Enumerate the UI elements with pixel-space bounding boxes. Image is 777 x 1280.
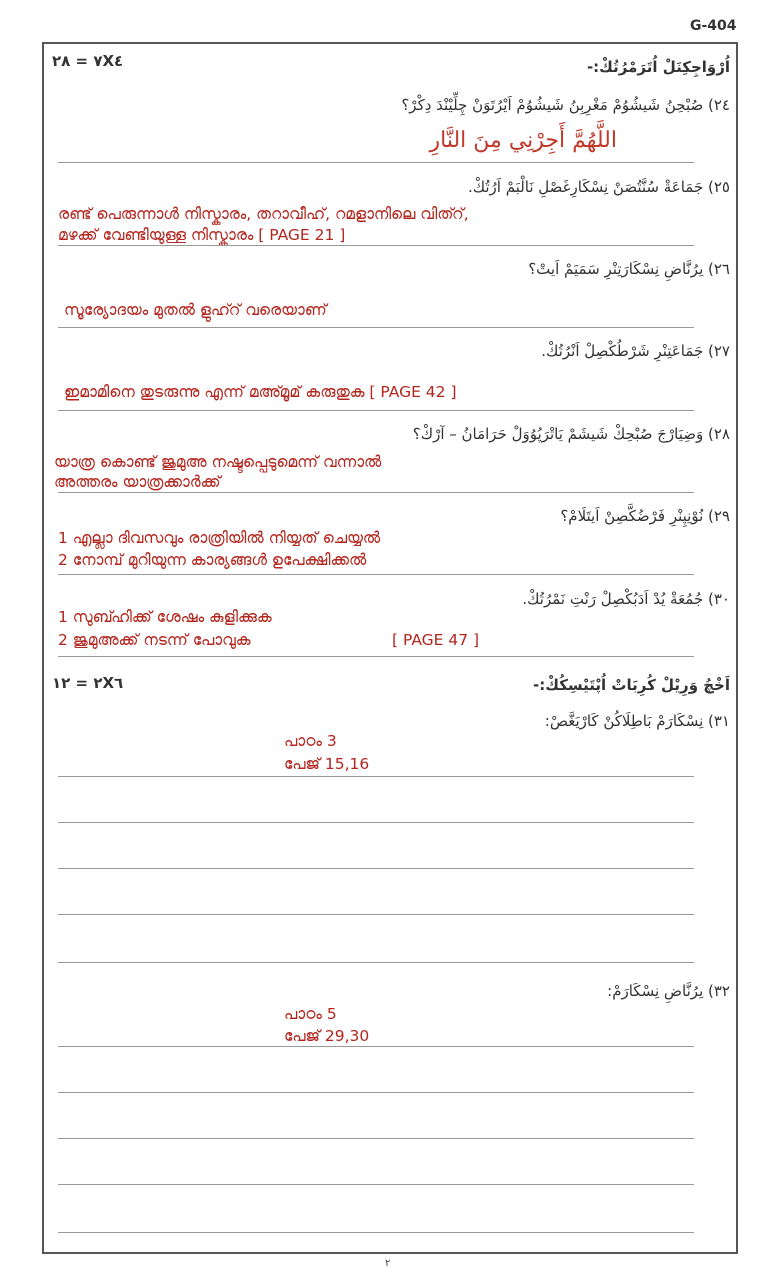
answer-line <box>58 962 694 963</box>
answer-line <box>58 245 694 246</box>
answer-line <box>58 162 694 163</box>
answer-30-line1: 1 സുബ്ഹിക്ക് ശേഷം കുളിക്കുക <box>58 608 272 626</box>
question-30: ٣٠) جُمُعَةْ يُدْ اَدَبُكْصِلْ رَنْتِ نَمْرُتُكْ. <box>522 590 730 608</box>
answer-line <box>58 1046 694 1047</box>
answer-31-line1: പാഠം 3 <box>284 732 337 750</box>
question-25: ٢٥) جَمَاعَةْ سُنَّتُصَنْ نِسْكَارِغَصْلِ نَالْبَمْ اَرُتُكْ. <box>467 178 730 196</box>
question-29: ٢٩) نُوْنِپِنْرِ فَرْضُكَّصِنْ اَيتَلَامْ؟ <box>560 507 730 525</box>
section1-marks: ٧X٤ = ٢٨ <box>52 52 124 70</box>
answer-30-page: [ PAGE 47 ] <box>392 631 480 649</box>
answer-25-line2: മഴക്ക് വേണ്ടിയുള്ള നിസ്കാരം [ PAGE 21 ] <box>58 226 346 244</box>
question-24: ٢٤) صُبْحِنُ شَيشُوُمْ مَغْرِبِنُ شَيشُوُمْ اَيْرُتَوَنْ چِلِّيْنْدَ دِكْرْ؟ <box>401 96 730 114</box>
answer-29-line1: 1 എല്ലാ ദിവസവും രാത്രിയിൽ നിയ്യത് ചെയ്യൽ <box>58 529 381 547</box>
answer-line <box>58 1184 694 1185</box>
answer-32-line2: പേജ് 29,30 <box>284 1027 370 1045</box>
answer-line <box>58 574 694 575</box>
answer-31-line2: പേജ് 15,16 <box>284 755 370 773</box>
question-28: ٢٨) وَضِيَارْجَ صُبْحِكْ شَيشَمْ يَاتْرَپُوُوَلْ حَرَامَانُ – آرْكْ؟ <box>412 425 730 443</box>
question-26: ٢٦) ىِرُنَّاضِ نِسْكَارَتِنْرِ سَمَيَمْ اَيتْ؟ <box>528 260 730 278</box>
section2-marks: ٢X٦ = ١٢ <box>52 674 124 692</box>
answer-line <box>58 410 694 411</box>
answer-line <box>58 656 694 657</box>
answer-line <box>58 327 694 328</box>
page-number: ٢ <box>385 1258 391 1269</box>
paper-code: G-404 <box>690 18 737 34</box>
answer-line <box>58 1232 694 1233</box>
question-27: ٢٧) جَمَاعَتِنْرِ شَرْطُكْصِلْ اَنْرُتُكْ. <box>541 342 730 360</box>
answer-26: സൂര്യോദയം മുതൽ ളുഹ്റ് വരെയാണ് <box>64 301 327 319</box>
answer-28-line1: യാത്ര കൊണ്ട് ജുമുഅ നഷ്ടപ്പെടുമെന്ന് വന്നാൽ <box>54 453 382 471</box>
answer-line <box>58 1092 694 1093</box>
question-32: ٣٢) ىِرُنَّاضِ نِسْكَارَمْ: <box>607 982 730 1000</box>
answer-29-line2: 2 നോമ്പ് മുറിയുന്ന കാര്യങ്ങൾ ഉപേക്ഷിക്കൽ <box>58 551 367 569</box>
dua-answer: اللَّهُمَّ أَجِرْنِي مِنَ النَّارِ <box>429 128 617 153</box>
answer-line <box>58 914 694 915</box>
answer-25-line1: രണ്ട് പെരുന്നാൾ നിസ്കാരം, തറാവീഹ്, റമളാനിലെ വിത്റ്, <box>58 205 469 223</box>
answer-line <box>58 776 694 777</box>
answer-32-line1: പാഠം 5 <box>284 1005 337 1023</box>
answer-line <box>58 492 694 493</box>
answer-30-line2: 2 ജുമുഅക്ക് നടന്ന് പോവുക <box>58 631 251 649</box>
question-31: ٣١) نِسْكَارَمْ بَاطِلَاكُنْ كَارْيَغَّصْ: <box>544 712 730 730</box>
section1-heading: اُرْوَاجِكِنَلْ اُتَرَمْرُتُكْ:- <box>586 58 730 76</box>
answer-27: ഇമാമിനെ തുടരുന്നു എന്ന് മഅ്മൂമ് കരുതുക [ PAGE 42 ] <box>64 383 457 401</box>
answer-line <box>58 822 694 823</box>
answer-28-line2: അത്തരം യാത്രക്കാർക്ക് <box>54 473 221 491</box>
answer-line <box>58 868 694 869</box>
section2-heading: اَخْچُ وَرِيْلْ كُرِبَاتْ اُپْتَيْسِكُكْ:- <box>533 676 730 694</box>
answer-line <box>58 1138 694 1139</box>
